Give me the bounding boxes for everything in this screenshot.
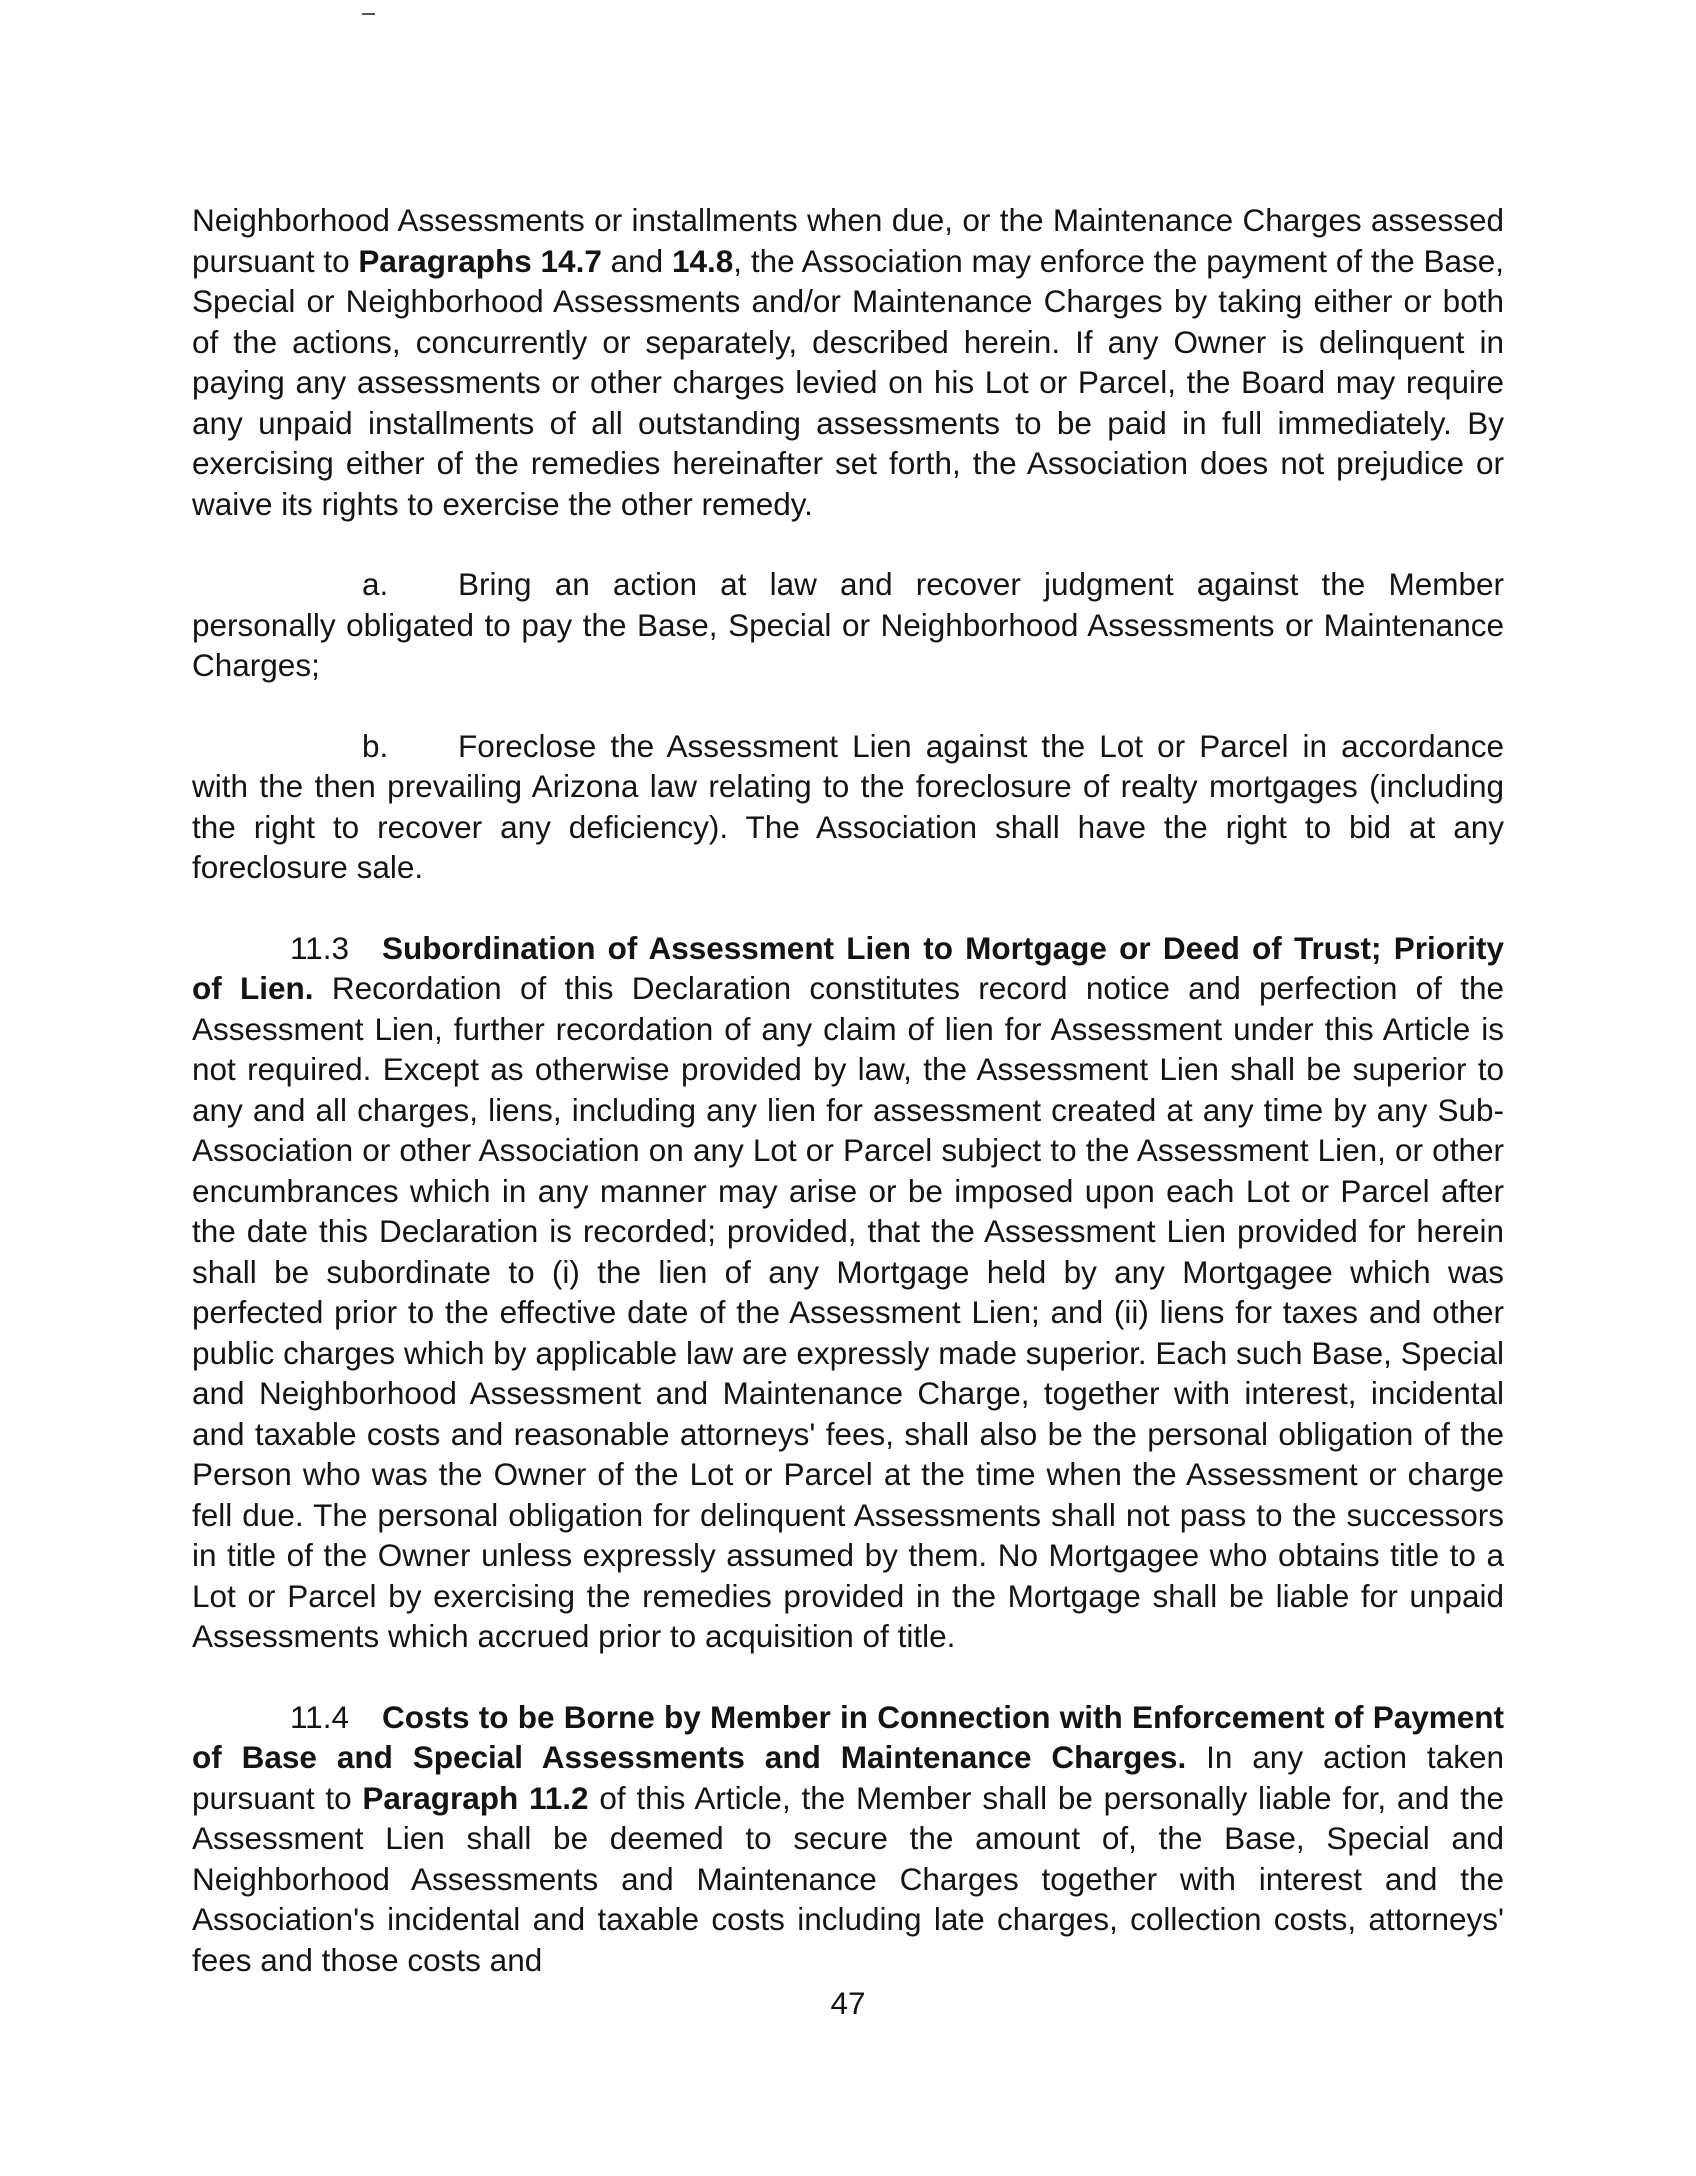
intro-paragraph — [192, 200, 1504, 524]
section-11-4-heading: Costs to be Borne by Member in Connection with Enforcement of Payment of Base and Special Assessments and Maintenance Charges. — [192, 1698, 1504, 1775]
section-11-4-text-1: In any action taken pursuant to — [192, 1739, 1504, 1816]
list-item-a-marker: a. — [362, 566, 389, 602]
page-number: 47 — [830, 1985, 866, 2021]
section-11-3-number: 11.3 — [290, 929, 349, 966]
intro-ref-paragraphs: Paragraphs 14.7 — [358, 242, 602, 279]
scan-artifact-mark — [362, 13, 375, 15]
intro-text-3: , the Association may enforce the payment of the Base, Special or Neighborhood Assessments and/or Maintenance Charges by taking either or both of the actions, concurrently or separately, described herein. If any Owner is delinquent in paying any assessments or other charges levied on his Lot or Parcel, the Board may require any unpaid installments of all outstanding assessments to be paid in full immediately. By exercising either of the remedies hereinafter set forth, the Association does not prejudice or waive its rights to exercise the other remedy. — [192, 242, 1504, 522]
section-11-3-text: Recordation of this Declaration constitutes record notice and perfection of the Assessment Lien, further recordation of any claim of lien for Assessment under this Article is not required. Except as otherwise provided by law, the Assessment Lien shall be superior to any and all charges, liens, including any lien for assessment created at any time by any Sub-Association or other Association on any Lot or Parcel subject to the Assessment Lien, or other encumbrances which in any manner may arise or be imposed upon each Lot or Parcel after the date this Declaration is recorded; provided, that the Assessment Lien provided for herein shall be subordinate to (i) the lien of any Mortgage held by any Mortgagee which was perfected prior to the effective date of the Assessment Lien; and (ii) liens for taxes and other public charges which by applicable law are expressly made superior. Each such Base, Special and Neighborhood Assessment and Maintenance Charge, together with interest, incidental and taxable costs and reasonable attorneys' fees, shall also be the personal obligation of the Person who was the Owner of the Lot or Parcel at the time when the Assessment or charge fell due. The personal obligation for delinquent Assessments shall not pass to the successors in title of the Owner unless expressly assumed by them. No Mortgagee who obtains title to a Lot or Parcel by exercising the remedies provided in the Mortgage shall be liable for unpaid Assessments which accrued prior to acquisition of title. — [192, 970, 1504, 1654]
section-11-4 — [192, 1697, 1504, 1981]
section-11-4-text-2: of this Article, the Member shall be personally liable for, and the Assessment Lien shall be deemed to secure the amount of, the Base, Special and Neighborhood Assessments and Maintenance Charges together with interest and the Association's incidental and taxable costs including late charges, collection costs, attorneys' fees and those costs and — [192, 1779, 1505, 1978]
list-item-b — [192, 726, 1504, 888]
section-11-3 — [192, 928, 1504, 1657]
list-item-b-text: Foreclose the Assessment Lien against the Lot or Parcel in accordance with the then prevailing Arizona law relating to the foreclosure of realty mortgages (including the right to recover any deficiency). The Association shall have the right to bid at any foreclosure sale. — [192, 727, 1504, 885]
section-11-4-ref-paragraph: Paragraph 11.2 — [362, 1779, 589, 1816]
intro-text-2: and — [601, 242, 672, 279]
page-body — [192, 200, 1504, 1980]
list-item-a-text: Bring an action at law and recover judgment against the Member personally obligated to pay the Base, Special or Neighborhood Assessments or Maintenance Charges; — [192, 566, 1504, 683]
list-item-b-marker: b. — [362, 727, 389, 764]
intro-text-1: Neighborhood Assessments or installments when due, or the Maintenance Charges assessed pursuant to — [192, 202, 1504, 279]
intro-ref-14-8: 14.8 — [671, 242, 734, 279]
list-item-a — [192, 564, 1504, 686]
section-11-4-number: 11.4 — [290, 1698, 349, 1735]
section-11-3-heading: Subordination of Assessment Lien to Mortgage or Deed of Trust; Priority of Lien. — [192, 929, 1504, 1006]
